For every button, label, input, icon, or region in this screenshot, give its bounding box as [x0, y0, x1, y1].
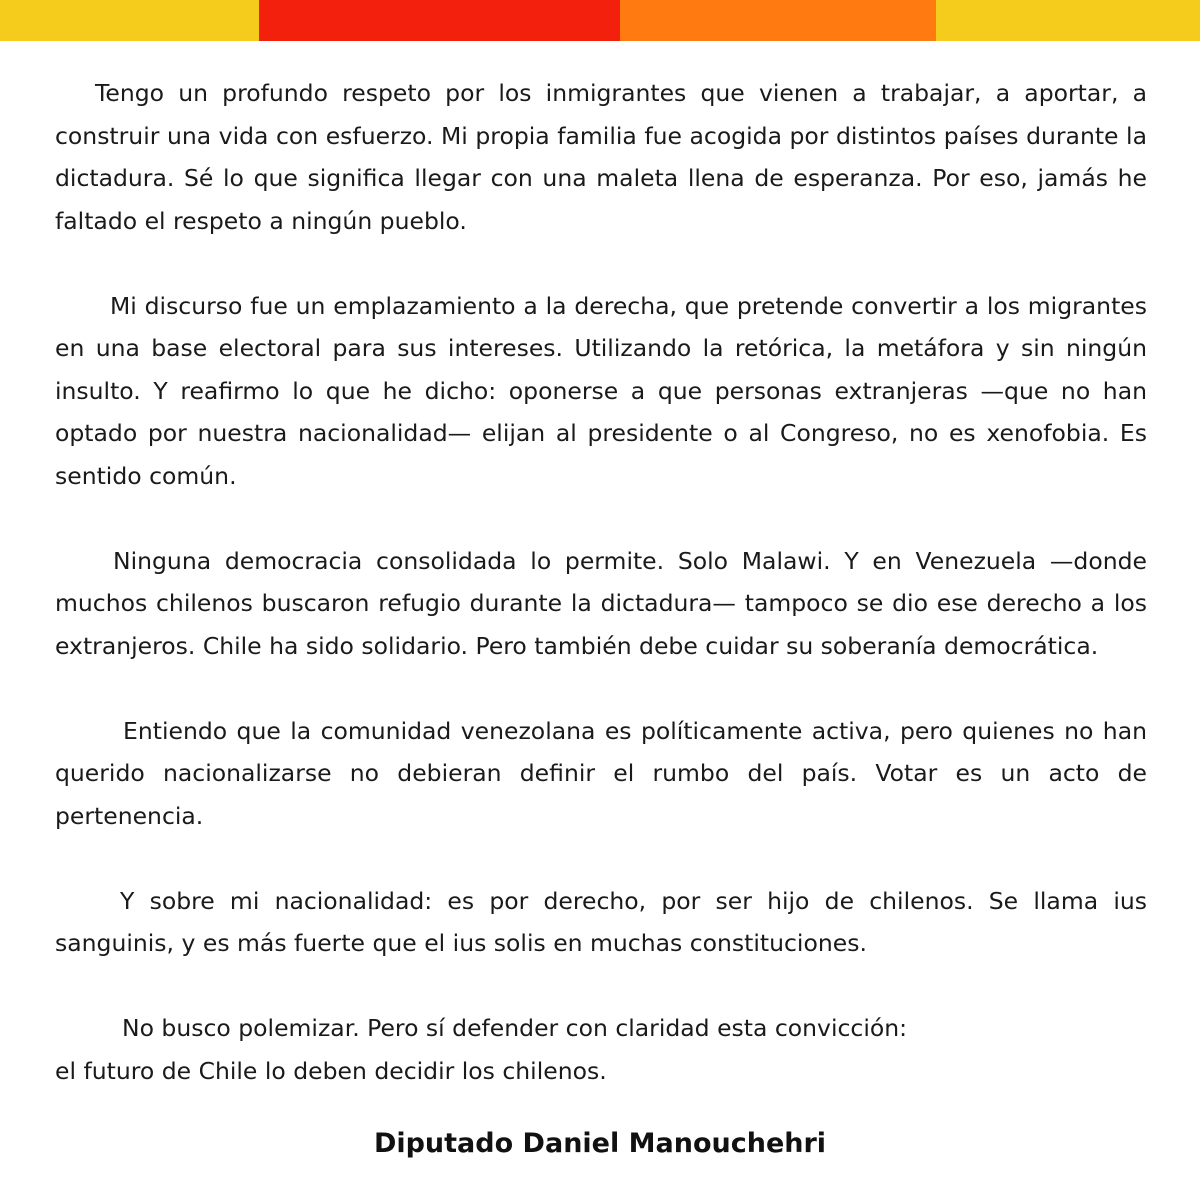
header-color-bar	[0, 0, 1200, 41]
paragraph-venezuelan-community: Entiendo que la comunidad venezolana es políticamente activa, pero quienes no han querido nacionalizarse no debieran definir el rumbo del país. Votar es un acto de pertenencia.	[55, 716, 1147, 830]
closing-line-2: el futuro de Chile lo deben decidir los chilenos.	[55, 1056, 607, 1085]
signature: Diputado Daniel Manouchehri	[373, 1128, 827, 1159]
paragraph-respect-immigrants: Tengo un profundo respeto por los inmigrantes que vienen a trabajar, a aportar, a construir una vida con esfuerzo. Mi propia familia fue acogida por distintos países durante la dictadura. Sé lo que significa llegar con una maleta llena de esperanza. Por eso, jamás he faltado el respeto a ningún pueblo.	[55, 79, 1147, 235]
color-bar-segment-red	[259, 0, 620, 41]
paragraph-democracies: Ninguna democracia consolidada lo permite. Solo Malawi. Y en Venezuela —donde muchos chilenos buscaron refugio durante la dictadura— tampoco se dio ese derecho a los extranjeros. Chile ha sido solidario. Pero también debe cuidar su soberanía democrática.	[55, 546, 1147, 660]
color-bar-segment-yellow-left	[0, 0, 259, 41]
paragraph-speech-clarification: Mi discurso fue un emplazamiento a la derecha, que pretende convertir a los migrantes en una base electoral para sus intereses. Utilizando la retórica, la metáfora y sin ningún insulto. Y reafirmo lo que he dicho: oponerse a que personas extranjeras —que no han optado por nuestra nacionalidad— elijan al presidente o al Congreso, no es xenofobia. Es sentido común.	[55, 291, 1147, 490]
paragraph-closing	[55, 1007, 1147, 1092]
color-bar-segment-yellow-right	[936, 0, 1200, 41]
statement-body	[55, 72, 1147, 1092]
closing-line-1: No busco polemizar. Pero sí defender con claridad esta convicción:	[122, 1014, 908, 1042]
paragraph-nationality: Y sobre mi nacionalidad: es por derecho, por ser hijo de chilenos. Se llama ius sanguinis, y es más fuerte que el ius solis en muchas constituciones.	[55, 886, 1147, 957]
color-bar-segment-orange	[620, 0, 936, 41]
